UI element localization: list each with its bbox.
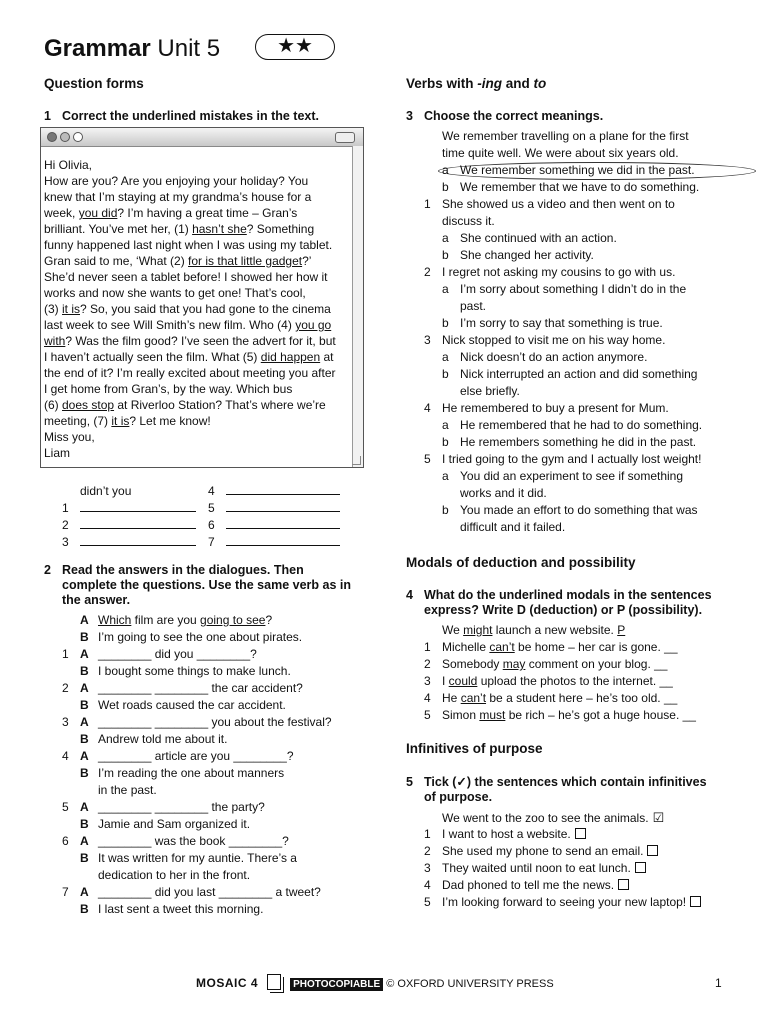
meaning-item: 3 Nick stopped to visit me on his way home.: [424, 333, 666, 347]
purpose-item: 1 I want to host a website.: [424, 826, 586, 843]
email-body: [44, 157, 351, 461]
dialogue-answer: B I’m going to see the one about pirates.: [80, 630, 303, 644]
answer-line: 4: [208, 483, 340, 500]
email-line: Miss you,: [44, 430, 95, 444]
purpose-item: 2 She used my phone to send an email.: [424, 843, 658, 860]
email-line: works and now she wants to get one! That’s cool,: [44, 286, 306, 300]
meaning-item: a Nick doesn’t do an action anymore.: [442, 350, 648, 364]
close-dot-icon: [47, 132, 57, 142]
meaning-item: b We remember that we have to do something.: [442, 180, 700, 194]
modal-item: 4 He can’t be a student here – he’s too old. __: [424, 691, 678, 705]
modal-item: 5 Simon must be rich – he’s got a huge house. __: [424, 708, 696, 722]
answer-line: 1: [62, 500, 196, 517]
resize-grip-icon: [352, 456, 361, 465]
meaning-item: a We remember something we did in the past.: [442, 163, 695, 177]
meaning-item: time quite well. We were about six years old.: [442, 146, 679, 160]
email-line: funny happened last night when I was using my tablet.: [44, 238, 333, 252]
meaning-item: a She continued with an action.: [442, 231, 617, 245]
purpose-item: 5 I’m looking forward to seeing your new laptop!: [424, 894, 701, 911]
window-toggle-icon: [335, 132, 355, 143]
minimize-dot-icon: [60, 132, 70, 142]
meaning-item: b Nick interrupted an action and did something: [442, 367, 698, 381]
modal-item: 2 Somebody may comment on your blog. __: [424, 657, 668, 671]
answer-example: didn’t you: [80, 484, 132, 498]
dialogue-answer: dedication to her in the front.: [98, 868, 251, 882]
email-line: I haven’t actually seen the film. What (5) did happen at: [44, 350, 334, 364]
checkbox-icon: [575, 828, 586, 839]
email-line: brilliant. You’ve met her, (1) hasn’t she? Something: [44, 222, 315, 236]
email-scrollbar: [352, 146, 363, 467]
purpose-item: 4 Dad phoned to tell me the news.: [424, 877, 629, 894]
title-unit: Unit 5: [150, 35, 221, 62]
answer-blank: [80, 500, 196, 512]
dialogue-answer: B Wet roads caused the car accident.: [80, 698, 286, 712]
dialogue-answer: B Jamie and Sam organized it.: [80, 817, 251, 831]
answer-line: 6: [208, 517, 340, 534]
ex1-heading: 1 Correct the underlined mistakes in the text.: [44, 109, 320, 123]
email-line: Hi Olivia,: [44, 158, 93, 172]
meaning-item: discuss it.: [442, 214, 495, 228]
page-title: [44, 34, 220, 64]
email-line: She’d never seen a tablet before! I showed her how it: [44, 270, 328, 284]
meaning-item: b You made an effort to do something that was: [442, 503, 698, 517]
meaning-item: 1 She showed us a video and then went on to: [424, 197, 675, 211]
meaning-item: a I’m sorry about something I didn’t do in the: [442, 282, 687, 296]
dialogue-question: 4 A ________ article are you ________?: [62, 749, 294, 763]
modal-item: 3 I could upload the photos to the internet. __: [424, 674, 673, 688]
email-line: (6) does stop at Riverloo Station? That’s where we’re: [44, 398, 326, 412]
difficulty-stars: ★★: [255, 34, 335, 60]
dialogue-question: A Which film are you going to see?: [80, 613, 273, 627]
checkbox-icon: [635, 862, 646, 873]
checkbox-icon: [647, 845, 658, 856]
section-modals: Modals of deduction and possibility: [406, 555, 636, 570]
dialogue-question: 7 A ________ did you last ________ a tweet?: [62, 885, 321, 899]
purpose-item: We went to the zoo to see the animals. ☑: [442, 810, 665, 825]
email-line: meeting, (7) it is? Let me know!: [44, 414, 211, 428]
dialogue-question: 3 A ________ ________ you about the festival?: [62, 715, 332, 729]
email-line: last week to see Will Smith’s new film. Who (4) you go: [44, 318, 332, 332]
dialogue-question: 1 A ________ did you ________?: [62, 647, 257, 661]
email-line: with? Was the film good? I’ve seen the advert for it, but: [44, 334, 336, 348]
meaning-item: b He remembers something he did in the past.: [442, 435, 697, 449]
email-line: How are you? Are you enjoying your holiday? You: [44, 174, 309, 188]
answer-line: 3: [62, 534, 196, 551]
meaning-item: difficult and it failed.: [460, 520, 566, 534]
answer-blank: [226, 534, 340, 546]
footer: [196, 974, 554, 990]
email-line: the end of it? I’m really excited about meeting you after: [44, 366, 336, 380]
email-titlebar: [41, 128, 363, 147]
checkbox-icon: [690, 896, 701, 907]
answer-line: 7: [208, 534, 340, 551]
title-bold: Grammar: [44, 35, 151, 62]
meaning-item: works and it did.: [460, 486, 547, 500]
photocopiable-badge: PHOTOCOPIABLE: [290, 978, 383, 991]
checkbox-icon: [618, 879, 629, 890]
meaning-item: b I’m sorry to say that something is true.: [442, 316, 663, 330]
meaning-item: a You did an experiment to see if something: [442, 469, 684, 483]
answer-blank: [80, 534, 196, 546]
dialogue-answer: B I last sent a tweet this morning.: [80, 902, 264, 916]
meaning-item: 5 I tried going to the gym and I actually lost weight!: [424, 452, 702, 466]
maximize-dot-icon: [73, 132, 83, 142]
modal-item: 1 Michelle can’t be home – her car is gone. __: [424, 640, 678, 654]
email-line: I get home from Gran’s, by the way. Which bus: [44, 382, 293, 396]
section-verbs-ing-to: Verbs with -ing and to: [406, 76, 547, 91]
meaning-item: a He remembered that he had to do something.: [442, 418, 703, 432]
meaning-item: We remember travelling on a plane for the first: [442, 129, 689, 143]
meaning-item: else briefly.: [460, 384, 520, 398]
answer-line: 2: [62, 517, 196, 534]
meaning-item: past.: [460, 299, 487, 313]
email-line: Liam: [44, 446, 71, 460]
dialogue-answer: B Andrew told me about it.: [80, 732, 228, 746]
purpose-item: 3 They waited until noon to eat lunch.: [424, 860, 646, 877]
ex3-heading: 3 Choose the correct meanings.: [406, 109, 604, 123]
answer-blank: [226, 517, 340, 529]
section-infinitives: Infinitives of purpose: [406, 741, 543, 756]
section-question-forms: Question forms: [44, 76, 144, 91]
dialogue-question: 5 A ________ ________ the party?: [62, 800, 265, 814]
dialogue-answer: B I’m reading the one about manners: [80, 766, 285, 780]
checked-box-icon: ☑: [652, 810, 665, 825]
copy-pages-icon: [267, 974, 281, 990]
email-line: knew that I’m staying at my grandma’s house for a: [44, 190, 312, 204]
dialogue-answer: B I bought some things to make lunch.: [80, 664, 291, 678]
tick-icon: ✓: [456, 775, 467, 789]
meaning-item: 2 I regret not asking my cousins to go with us.: [424, 265, 676, 279]
meaning-item: b She changed her activity.: [442, 248, 594, 262]
email-window: [40, 127, 364, 468]
dialogue-answer: B It was written for my auntie. There’s a: [80, 851, 297, 865]
email-line: week, you did? I’m having a great time – Gran’s: [44, 206, 298, 220]
answer-blank: [80, 517, 196, 529]
brand-label: MOSAIC 4: [196, 976, 259, 990]
dialogue-question: 2 A ________ ________ the car accident?: [62, 681, 303, 695]
modal-item: We might launch a new website. P: [442, 623, 626, 637]
page-number: 1: [715, 976, 722, 990]
answer-line: 5: [208, 500, 340, 517]
email-line: (3) it is? So, you said that you had gone to the cinema: [44, 302, 331, 316]
email-line: Gran said to me, ‘What (2) for is that little gadget?’: [44, 254, 312, 268]
answer-blank: [226, 500, 340, 512]
answer-blank: [226, 483, 340, 495]
meaning-item: 4 He remembered to buy a present for Mum.: [424, 401, 669, 415]
publisher-label: © OXFORD UNIVERSITY PRESS: [386, 978, 554, 990]
dialogue-question: 6 A ________ was the book ________?: [62, 834, 289, 848]
dialogue-answer: in the past.: [98, 783, 157, 797]
